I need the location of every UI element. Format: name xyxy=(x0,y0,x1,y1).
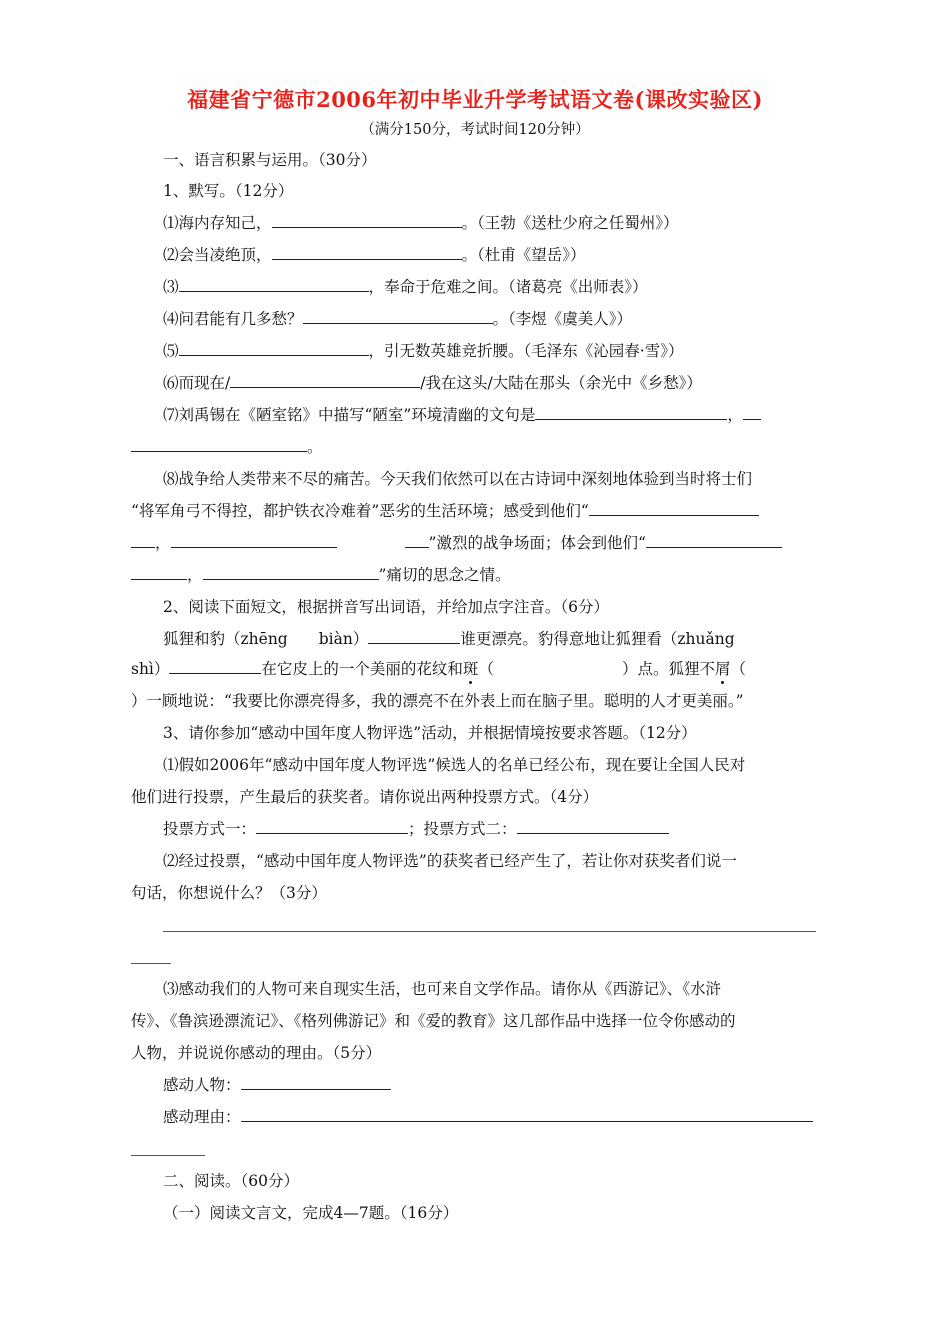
q3-part3-line3: 人物，并说说你感动的理由。（5分） xyxy=(131,1044,382,1062)
answer-blank[interactable] xyxy=(203,565,379,580)
reason-blank[interactable] xyxy=(241,1107,813,1122)
answer-blank[interactable] xyxy=(179,277,369,292)
q1-item8-line3: ， ”激烈的战争场面；体会到他们“ xyxy=(131,533,782,553)
q1-item3: ⑶ ，奉命于危难之间。（诸葛亮《出师表》） xyxy=(163,278,648,296)
q1-item4: ⑷问君能有几多愁？ 。（李煜《虞美人》） xyxy=(163,310,633,328)
answer-blank[interactable] xyxy=(230,373,420,388)
answer-blank[interactable] xyxy=(169,659,261,674)
q3-heading: 3、请你参加“感动中国年度人物评选”活动，并根据情境按要求答题。（12分） xyxy=(163,724,697,742)
q3-part1-line1: ⑴假如2006年“感动中国年度人物评选”候选人的名单已经公布，现在要让全国人民对 xyxy=(163,756,746,774)
q3-part2-line2: 句话，你想说什么？（3分） xyxy=(131,884,327,902)
q3-part3-line2: 传》、《鲁滨逊漂流记》、《格列佛游记》和《爱的教育》这几部作品中选择一位令你感动的 xyxy=(131,1012,736,1030)
q3-part1-line2: 他们进行投票，产生最后的获奖者。请你说出两种投票方式。（4分） xyxy=(131,788,599,806)
q3-part3-line1: ⑶感动我们的人物可来自现实生活，也可来自文学作品。请你从《西游记》、《水浒 xyxy=(163,980,722,998)
q1-item6: ⑹而现在/ /我在这头/大陆在那头（余光中《乡愁》） xyxy=(163,374,702,392)
q1-item7: ⑺刘禹锡在《陋室铭》中描写“陋室”环境清幽的文句是 ， xyxy=(163,405,761,425)
answer-blank[interactable] xyxy=(171,533,337,548)
q1-item2: ⑵会当凌绝顶， 。（杜甫《望岳》） xyxy=(163,246,586,264)
answer-blank[interactable] xyxy=(179,341,369,356)
answer-blank[interactable] xyxy=(131,437,307,452)
answer-line[interactable] xyxy=(163,931,816,932)
q1-item8-line2: “将军角弓不得控，都护铁衣冷难着”恶劣的生活环境；感受到他们“ xyxy=(131,501,759,521)
page-subtitle: （满分150分，考试时间120分钟） xyxy=(360,122,590,138)
answer-blank[interactable] xyxy=(272,213,462,228)
answer-blank[interactable] xyxy=(646,533,782,548)
q3-part2-line1: ⑵经过投票，“感动中国年度人物评选”的获奖者已经产生了，若让你对获奖者们说一 xyxy=(163,852,737,870)
answer-blank[interactable] xyxy=(589,501,759,516)
person-blank[interactable] xyxy=(241,1075,391,1090)
section1-heading: 一、语言积累与运用。（30分） xyxy=(163,151,377,169)
q1-item5: ⑸ ，引无数英雄竞折腰。（毛泽东《沁园春·雪》） xyxy=(163,342,684,360)
q1-item8-line4: ， ”痛切的思念之情。 xyxy=(131,565,510,585)
q2-heading: 2、阅读下面短文，根据拼音写出词语，并给加点字注音。（6分） xyxy=(163,598,609,616)
q3-reason-line: 感动理由： xyxy=(163,1107,813,1127)
answer-blank[interactable] xyxy=(743,405,761,420)
q2-line3: ）一顾地说：“我要比你漂亮得多，我的漂亮不在外表上而在脑子里。聪明的人才更美丽。” xyxy=(131,692,744,710)
answer-line[interactable] xyxy=(131,963,171,964)
answer-blank[interactable] xyxy=(368,629,460,644)
q3-person-line: 感动人物： xyxy=(163,1075,391,1095)
answer-blank[interactable] xyxy=(131,565,187,580)
section2-sub1: （一）阅读文言文，完成4—7题。（16分） xyxy=(163,1204,459,1222)
section2-heading: 二、阅读。（60分） xyxy=(163,1172,299,1190)
q2-line1: 狐狸和豹（zhēng biàn） 谁更漂亮。豹得意地让狐狸看（zhuǎng xyxy=(163,630,735,648)
q2-line2: shì） 在它皮上的一个美丽的花纹和斑（ ）点。狐狸不屑（ xyxy=(131,660,746,678)
page-title: 福建省宁德市2006年初中毕业升学考试语文卷(课改实验区) xyxy=(187,87,763,112)
answer-blank[interactable] xyxy=(303,309,493,324)
answer-blank[interactable] xyxy=(131,533,155,548)
q3-vote-line: 投票方式一： ；投票方式二： xyxy=(163,819,669,839)
q1-item8-line1: ⑻战争给人类带来不尽的痛苦。今天我们依然可以在古诗词中深刻地体验到当时将士们 xyxy=(163,470,753,488)
answer-blank[interactable] xyxy=(405,533,429,548)
vote-method-2-blank[interactable] xyxy=(517,819,669,834)
answer-blank[interactable] xyxy=(535,405,727,420)
vote-method-1-blank[interactable] xyxy=(256,819,408,834)
answer-line[interactable] xyxy=(131,1155,205,1156)
q1-item1: ⑴海内存知己， 。（王勃《送杜少府之任蜀州》） xyxy=(163,214,679,232)
q1-item7-cont: 。 xyxy=(131,437,323,457)
q1-heading: 1、默写。（12分） xyxy=(163,182,294,200)
answer-blank[interactable] xyxy=(272,245,462,260)
